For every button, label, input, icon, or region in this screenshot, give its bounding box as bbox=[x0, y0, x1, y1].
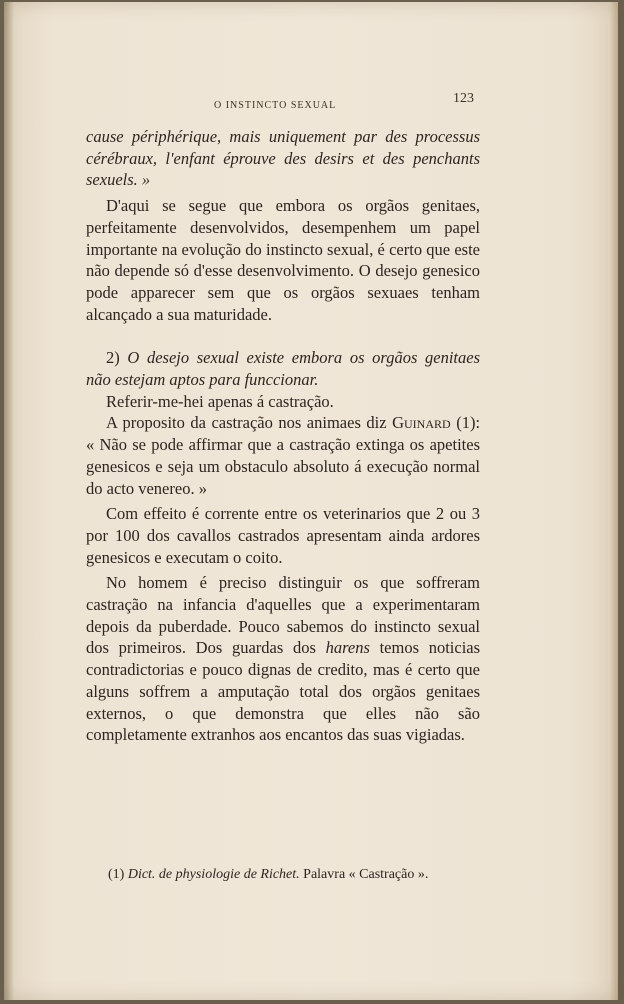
paragraph-genital-development: D'aqui se segue que embora os orgãos genitaes, perfeitamente desenvolvidos, desempenhem um papel importante na evolução do instincto sexual, é certo que este não depende só d'esse desenvolvimento. O desejo genesico pode apparecer sem que os orgãos sexuaes tenham alcançado a sua maturidade. bbox=[86, 196, 480, 324]
footnote bbox=[108, 866, 528, 884]
paragraph-human-castration bbox=[86, 572, 480, 746]
body-text bbox=[86, 126, 480, 746]
book-page bbox=[4, 2, 618, 1000]
footnote-source: Dict. de physiologie de Richet. bbox=[127, 867, 300, 882]
paragraph-veterinary: Com effeito é corrente entre os veterinarios que 2 ou 3 por 100 dos cavallos castrados apresentam ainda ardores genesicos e executam o coito. bbox=[86, 504, 480, 567]
footnote-reference: (1): bbox=[456, 413, 481, 433]
running-title: O INSTINCTO SEXUAL bbox=[214, 100, 337, 111]
human-castration-text-after: temos noticias contradictorias e pouco dignas de credito, mas é certo que alguns soffrem a amputação total dos orgãos genitaes externos, o que demonstra que elles não são completamente extranhos aos encantos das suas vigiadas. bbox=[86, 638, 481, 745]
paragraph-castration-intro: Referir-me-hei apenas á castração. bbox=[106, 391, 334, 411]
paragraph-quote-continuation: cause périphérique, mais uniquement par des processus cérébraux, l'enfant éprouve des desirs et des penchants sexuels. » bbox=[86, 127, 480, 190]
thesis-text: O desejo sexual existe embora os orgãos genitaes não estejam aptos para funccionar. bbox=[86, 348, 480, 390]
citation-intro: A proposito da castração nos animaes diz bbox=[106, 413, 387, 433]
paragraph-guinard-citation bbox=[86, 412, 480, 499]
citation-author: Guinard bbox=[392, 413, 451, 433]
footnote-marker: (1) bbox=[108, 867, 125, 882]
paragraph-numbered-thesis bbox=[86, 347, 480, 390]
harens-term: harens bbox=[325, 638, 370, 658]
footnote-text: Palavra « Castração ». bbox=[303, 867, 429, 882]
thesis-number: 2) bbox=[106, 348, 120, 368]
citation-quote: « Não se pode affirmar que a castração extinga os apetites genesicos e seja um obstaculo absoluto á execução normal do acto venereo. » bbox=[86, 435, 480, 498]
page-spine-shadow bbox=[4, 2, 14, 1000]
human-castration-text-before: No homem é preciso distinguir os que soffreram castração na infancia d'aquelles que a experimentaram depois da puberdade. Pouco sabemos do instincto sexual dos primeiros. Dos guardas dos bbox=[86, 573, 480, 658]
running-header bbox=[4, 91, 618, 114]
page-number: 123 bbox=[453, 91, 474, 106]
